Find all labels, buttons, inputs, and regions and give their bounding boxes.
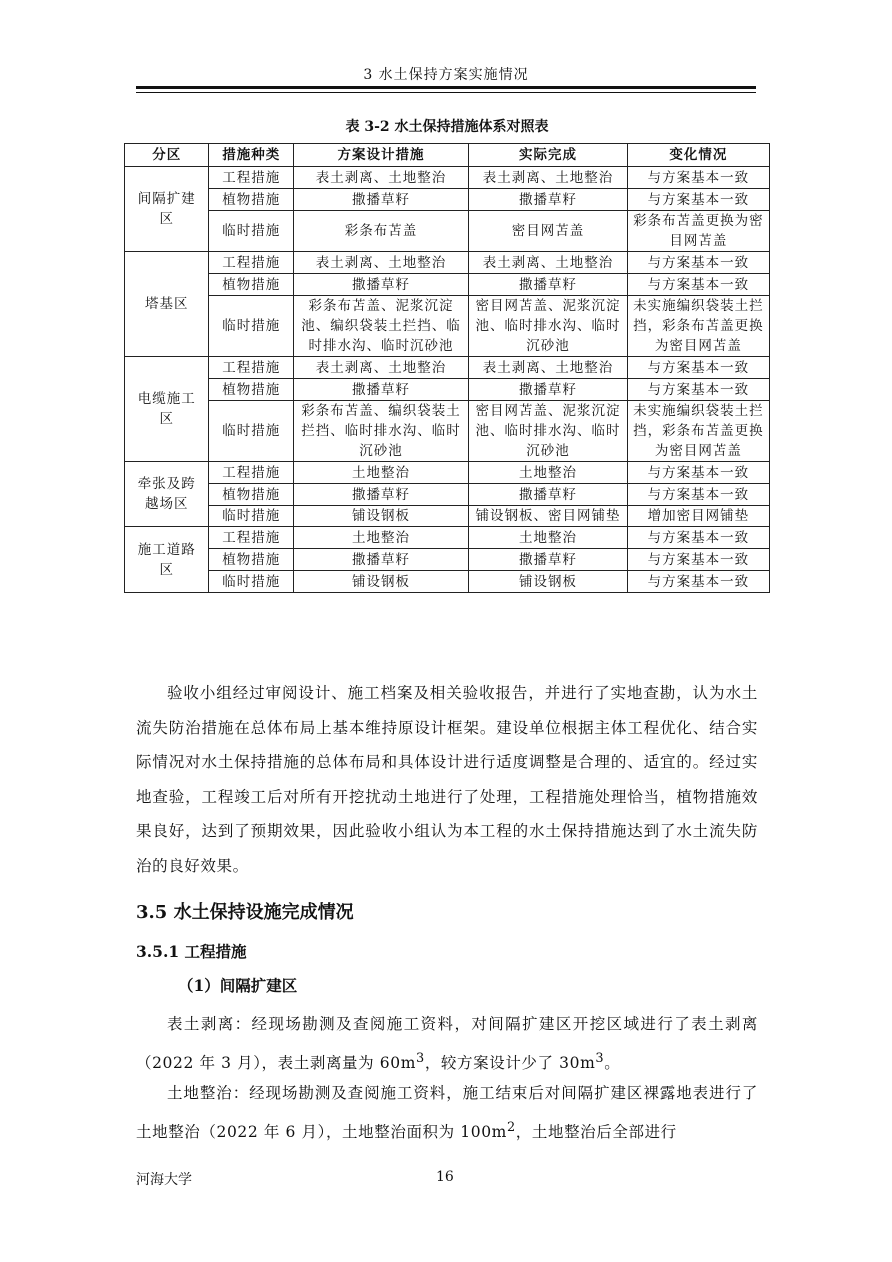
type-cell: 植物措施 (209, 189, 293, 211)
actual-cell: 撒播草籽 (469, 549, 628, 571)
change-cell: 与方案基本一致 (627, 189, 769, 211)
type-cell: 植物措施 (209, 484, 293, 506)
change-cell: 与方案基本一致 (627, 252, 769, 274)
table-row (125, 484, 770, 506)
header-design: 方案设计措施 (293, 144, 468, 167)
table-row (125, 506, 770, 527)
header-zone: 分区 (125, 144, 209, 167)
text-run: ，土地整治后全部进行 (515, 1122, 677, 1141)
measures-table (124, 143, 770, 593)
type-cell: 植物措施 (209, 549, 293, 571)
type-cell: 工程措施 (209, 252, 293, 274)
table-row (125, 549, 770, 571)
actual-cell: 表土剥离、土地整治 (469, 167, 628, 189)
section-heading: 3.5 水土保持设施完成情况 (136, 902, 354, 923)
table-row (125, 167, 770, 189)
text-run: ，较方案设计少了 30m (424, 1053, 596, 1072)
design-cell: 土地整治 (293, 462, 468, 484)
design-cell: 撒播草籽 (293, 484, 468, 506)
footer-institution: 河海大学 (136, 1172, 192, 1188)
text-run: 表土剥离：经现场勘测及查阅施工资料，对间隔扩建区开挖区域进行了表土剥离（2022 年 3 月），表土剥离量为 60m (136, 1015, 758, 1072)
design-cell: 撒播草籽 (293, 274, 468, 296)
change-cell: 与方案基本一致 (627, 379, 769, 401)
design-cell: 撒播草籽 (293, 379, 468, 401)
table-row (125, 379, 770, 401)
zone-cell: 牵张及跨越场区 (125, 462, 209, 527)
zone-cell: 电缆施工区 (125, 357, 209, 462)
actual-cell: 表土剥离、土地整治 (469, 357, 628, 379)
design-cell: 彩条布苫盖 (293, 211, 468, 252)
design-cell: 撒播草籽 (293, 549, 468, 571)
change-cell: 与方案基本一致 (627, 549, 769, 571)
type-cell: 临时措施 (209, 506, 293, 527)
change-cell: 与方案基本一致 (627, 571, 769, 593)
actual-cell: 撒播草籽 (469, 484, 628, 506)
change-cell: 与方案基本一致 (627, 274, 769, 296)
paragraph-acceptance: 验收小组经过审阅设计、施工档案及相关验收报告，并进行了实地查勘，认为水土流失防治措施在总体布局上基本维持原设计框架。建设单位根据主体工程优化、结合实际情况对水土保持措施的总体布局和具体设计进行适度调整是合理的、适宜的。经过实地查验，工程竣工后对所有开挖扰动土地进行了处理，工程措施处理恰当，植物措施效果良好，达到了预期效果，因此验收小组认为本工程的水土保持措施达到了水土流失防治的良好效果。 (136, 684, 758, 875)
change-cell: 未实施编织袋装土拦挡，彩条布苫盖更换为密目网苫盖 (627, 296, 769, 357)
paragraph-topsoil (136, 1007, 758, 1080)
superscript: 2 (506, 1119, 516, 1135)
design-cell: 撒播草籽 (293, 189, 468, 211)
table-row (125, 571, 770, 593)
actual-cell: 密目网苫盖、泥浆沉淀池、临时排水沟、临时沉砂池 (469, 296, 628, 357)
actual-cell: 撒播草籽 (469, 274, 628, 296)
type-cell: 植物措施 (209, 274, 293, 296)
type-cell: 临时措施 (209, 211, 293, 252)
actual-cell: 土地整治 (469, 462, 628, 484)
actual-cell: 撒播草籽 (469, 379, 628, 401)
design-cell: 表土剥离、土地整治 (293, 357, 468, 379)
superscript: 3 (595, 1050, 605, 1066)
type-cell: 临时措施 (209, 571, 293, 593)
type-cell: 工程措施 (209, 357, 293, 379)
actual-cell: 表土剥离、土地整治 (469, 252, 628, 274)
actual-cell: 土地整治 (469, 527, 628, 549)
change-cell: 与方案基本一致 (627, 167, 769, 189)
table-row (125, 189, 770, 211)
header-type: 措施种类 (209, 144, 293, 167)
zone-cell: 间隔扩建区 (125, 167, 209, 252)
design-cell: 铺设钢板 (293, 571, 468, 593)
change-cell: 与方案基本一致 (627, 462, 769, 484)
type-cell: 临时措施 (209, 401, 293, 462)
paragraph-land-leveling (136, 1076, 758, 1149)
zone-cell: 施工道路区 (125, 527, 209, 593)
zone-cell: 塔基区 (125, 252, 209, 357)
header-actual: 实际完成 (469, 144, 628, 167)
design-cell: 铺设钢板 (293, 506, 468, 527)
running-header: 3 水土保持方案实施情况 (363, 67, 529, 83)
header-rule-thin (136, 92, 756, 93)
actual-cell: 密目网苫盖、泥浆沉淀池、临时排水沟、临时沉砂池 (469, 401, 628, 462)
design-cell: 表土剥离、土地整治 (293, 252, 468, 274)
design-cell: 彩条布苫盖、编织袋装土拦挡、临时排水沟、临时沉砂池 (293, 401, 468, 462)
text-run: 。 (604, 1053, 621, 1072)
header-rule-thick (136, 86, 756, 89)
change-cell: 未实施编织袋装土拦挡，彩条布苫盖更换为密目网苫盖 (627, 401, 769, 462)
design-cell: 表土剥离、土地整治 (293, 167, 468, 189)
change-cell: 增加密目网铺垫 (627, 506, 769, 527)
header-change: 变化情况 (627, 144, 769, 167)
design-cell: 彩条布苫盖、泥浆沉淀池、编织袋装土拦挡、临时排水沟、临时沉砂池 (293, 296, 468, 357)
change-cell: 与方案基本一致 (627, 484, 769, 506)
type-cell: 工程措施 (209, 527, 293, 549)
actual-cell: 撒播草籽 (469, 189, 628, 211)
table-row (125, 296, 770, 357)
table-row (125, 401, 770, 462)
subsection-heading: 3.5.1 工程措施 (136, 942, 247, 961)
table-header-row (125, 144, 770, 167)
table-row (125, 274, 770, 296)
table-caption: 表 3-2 水土保持措施体系对照表 (345, 119, 549, 135)
table-row (125, 211, 770, 252)
actual-cell: 密目网苫盖 (469, 211, 628, 252)
type-cell: 植物措施 (209, 379, 293, 401)
item-heading: （1）间隔扩建区 (178, 976, 298, 995)
superscript: 3 (416, 1050, 425, 1066)
table-row (125, 527, 770, 549)
design-cell: 土地整治 (293, 527, 468, 549)
page-number: 16 (436, 1169, 454, 1185)
change-cell: 与方案基本一致 (627, 527, 769, 549)
type-cell: 工程措施 (209, 167, 293, 189)
table-row (125, 252, 770, 274)
type-cell: 工程措施 (209, 462, 293, 484)
change-cell: 彩条布苫盖更换为密目网苫盖 (627, 211, 769, 252)
type-cell: 临时措施 (209, 296, 293, 357)
change-cell: 与方案基本一致 (627, 357, 769, 379)
table-row (125, 357, 770, 379)
text-run: 土地整治：经现场勘测及查阅施工资料，施工结束后对间隔扩建区裸露地表进行了土地整治（2022 年 6 月），土地整治面积为 100m (136, 1084, 758, 1141)
table-row (125, 462, 770, 484)
actual-cell: 铺设钢板 (469, 571, 628, 593)
actual-cell: 铺设钢板、密目网铺垫 (469, 506, 628, 527)
